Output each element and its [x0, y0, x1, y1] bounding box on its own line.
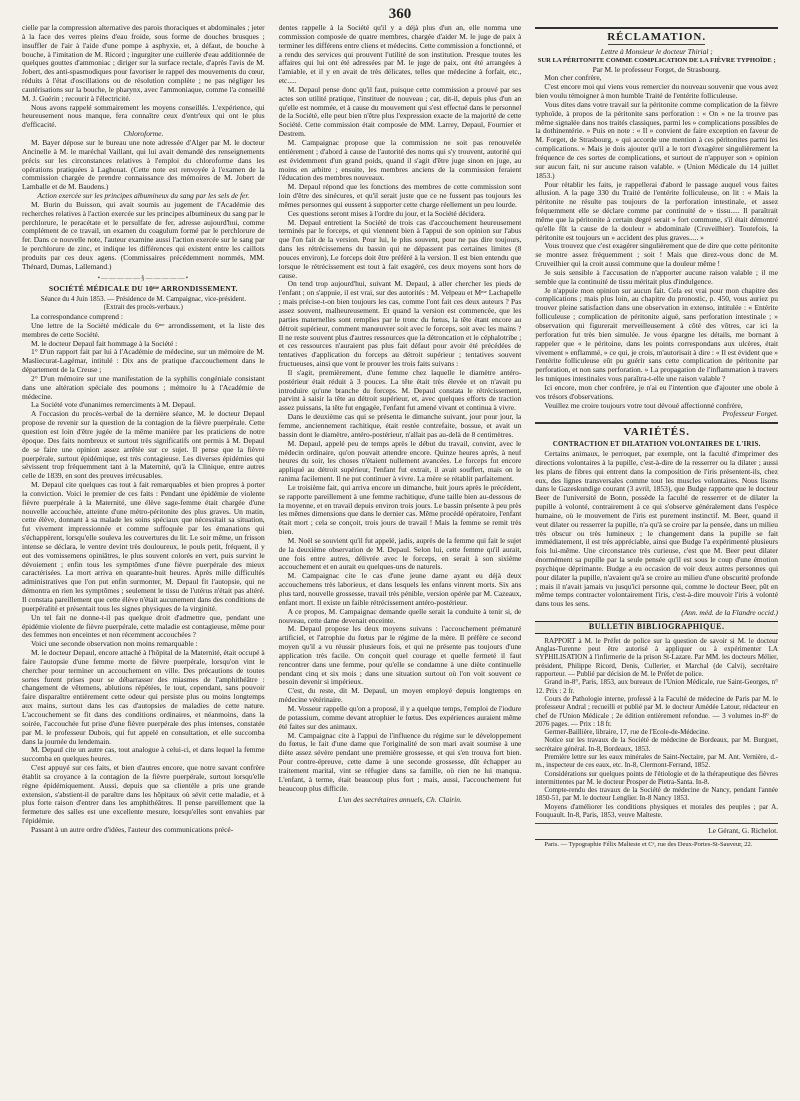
paragraph: Passant à un autre ordre d'idées, l'auteur des communications précé-: [31, 824, 234, 834]
extrait-line: (Extrait des procès-verbaux.): [103, 304, 183, 312]
paragraph: Je n'appuie mon opinion sur aucun fait. Cela est vrai pour mon chapitre des complications ; mais plus loin, au chapitre du pronostic, p. 450, vous auriez pu trouver pleine satisfaction dans une observation in extenso, intitulée : « Entérite folliculeuse ; complication de péritonite aiguë, sans perforation intestinale ; » observation qui figurerait merveilleusement à côté des vôtres, car ici la perforation fut très bien simulée. Je vous épargne les détails, me bornant à rappeler que « le péritoine, dans les points correspondans aux ulcères, était vivement » enflammé, » ce qui, je crois, m'autorisait à dire : « Il est évident que » l'entérite folliculeuse eût pu guérir sans cette complication de péritonite par perforation, et non sans perforation. » La propagation de l'inflammation à travers les tuniques intestinales vous paraîtra-t-elle une raison valable ?: [535, 285, 779, 384]
paragraph: A ce propos, M. Campaignac demande quelle serait la conduite à tenir si, de nouveau, cette dame devenait enceinte.: [278, 606, 522, 625]
paragraph: M. Campaignac propose que la commission ne soit pas renouvelée entièrement ; d'abord à cause de l'autorité des noms qui s'y trouvent, autorité qui est évidemment d'un grand poids, quand il s'agit d'être juge sinon en juge, au moins en arbitre ; ensuite, les membres anciens de la commission feraient l'éducation des membres nouveaux.: [278, 137, 522, 183]
biblio-entry: Première lettre sur les eaux minérales de Saint-Nectaire, par M. Ant. Vernière, d.-m., inspecteur de ces eaux, etc. In-8, Clermont-Ferrand, 1852.: [535, 753, 779, 770]
paragraph: Pour rétablir les faits, je rappellerai d'abord le passage auquel vous faites allusion. A la page 330 du Traité de l'entérite folliculeuse, on lit : « Mais la péritonite ne résulte pas toujours de la perforation intestinale, et assez fréquemment elle se déclare comme par continuité de » tissu..... Il paraîtrait même que la péritonite à certain degré serait » fort commune, s'il était démontré qu'elle fût la cause de la douleur » abdominale (Cruveilhier). Toutefois, la péritonite est toujours un » accident des plus graves..... »: [535, 179, 779, 242]
varietes-title: VARIÉTÉS.: [623, 426, 690, 439]
biblio-list: [535, 637, 778, 820]
paragraph: La correspondance comprend :: [31, 312, 123, 321]
paragraph: C'est encore moi qui viens vous remercier du nouveau souvenir que vous avez bien voulu témoigner à mon humble Traité de l'entérite folliculeuse.: [535, 82, 779, 101]
paragraph: Il s'agit, premièrement, d'une femme chez laquelle le diamètre antéro-postérieur était réduit à 3 pouces. La tête était très élevée et on n'avait pu introduire qu'une branche du forceps. M. Depaul constata le rétrécissement, parvint à saisir la tête au détroit supérieur, et, avec quelques efforts de traction assez puissans, la tête fut engagée, l'enfant fut amené vivant et continua à vivre.: [278, 367, 522, 413]
paragraph: M. Campaignac cite à l'appui de l'influence du régime sur le développement du fœtus, le fait d'une dame que l'originalité de son mari avait soumise à une diète assez sévère pendant une première grossesse, et qui s'en trouva fort bien. Pour contre-épreuve, cette dame à une seconde grossesse, dût échapper au traitement marital, vint se réfugier dans sa famille, où rien ne lui manqua. L'enfant, à terme, était beaucoup plus fort ; mais, aussi, l'accouchement fut beaucoup plus difficile.: [278, 730, 522, 793]
paragraph: Ici encore, mon cher confrère, je n'ai eu l'intention que d'ajouter une obole à vos trésors d'observations.: [535, 382, 779, 401]
paragraph: M. le docteur Depaul, encore attaché à l'hôpital de la Maternité, était occupé à faire l'autopsie d'une femme morte de fièvre puerpérale, lorsqu'on vint le chercher pour terminer un accouchement en ville. Des précautions de toutes sortes furent prises pour se débarrasser des miasmes de l'amphithéâtre : changement de vêtemens, ablutions répétées, le tout, cependant, sans pouvoir faire disparaître entièrement cette odeur qui persiste plus ou moins longtemps aux mains, surtout dans les cas d'autopsies de maladies de cette nature. L'accouchement se fit dans des conditions ordinaires, et néanmoins, dans la soirée, l'accouchée fut prise d'une fièvre puerpérale des plus intenses, constatée par M. le professeur Dubois, qui fut appelé en consultation, et elle succomba dans la journée du lendemain.: [22, 648, 265, 746]
paragraph: M. Depaul cite quelques cas tout à fait remarquables et bien propres à porter la conviction. Voici le premier de ces faits : Pendant une épidémie de violente fièvre puerpérale à la Maternité, une élève sage-femme était chargée d'une nouvelle accouchée, atteinte d'une métro-péritonite des plus graves. Un matin, cette élève, donnant à sa malade les soins spéciaux que nécessitait sa situation, fut vivement impressionnée et comme suffoquée par les émanations qui s'échappèrent, lorsqu'elle souleva les couvertures du lit. Le soir même, un frisson intense se déclara, le ventre devint très douloureux, le pouls petit, fréquent, il y eut des vomissemens opiniâtres, le plus souvent colorés en vert, puis survint le dévoiement ; enfin tous les symptômes d'une fièvre puerpérale des mieux caractérisées. La mort arriva en quarante-huit heures. Après mille difficultés administratives que l'on put enfin surmonter, M. Depaul fit l'autopsie, qui ne démontra en rien les symptômes ; seulement le tissu de l'utérus n'était pas altéré. Il constata pareillement que cette élève n'était aucunement dans des conditions de puerpéralité et présentait tous les signes physiques de la virginité.: [22, 480, 265, 613]
paragraph: C'est appuyé sur ces faits, et bien d'autres encore, que notre savant confrère établit sa croyance à la contagion de la fièvre puerpérale, surtout lorsqu'elle règne épidémiquement. Aussi, depuis que sa clientèle a pris une grande extension, s'abstient-il de paraître dans les hôpitaux où sévit cette maladie, et à plus forte raison d'entrer dans les amphithéâtres. Il pense pareillement que la fermeture des salles est une excellente mesure, lorsqu'elles sont envahies par l'épidémie.: [22, 763, 265, 826]
letter-title: Lettre à Monsieur le docteur Thirial ;: [600, 46, 713, 56]
section-subtitle-action: Action exercée sur les principes albumineux du sang par les sels de fer.: [37, 191, 250, 201]
paragraph: M. Campaignac cite le cas d'une jeune dame ayant eu déjà deux accouchemens très laborieux, et dans lesquels les enfans vinrent morts. Six ans plus tard, nouvelle grossesse, travail très pénible, version opérée par M. Cazeaux, enfant mort. Il existe un faible rétrécissement antéro-postérieur.: [278, 571, 522, 607]
society-heading: SOCIÉTÉ MÉDICALE DU 10ᵐᵉ ARRONDISSEMENT.: [48, 284, 238, 294]
paragraph: Le troisième fait, qui arriva encore un dimanche, huit jours après le précédent, se rapporte pareillement à une femme rachitique, d'une taille bien au-dessous de la moyenne, et en travail depuis environ trois jours. Le bassin présente à peu près les mêmes dimensions que dans le dernier cas. Même procédé opératoire, l'enfant était mort ; cela se conçoit, trois jours de travail ! Mais la femme se remit très bien.: [278, 482, 522, 537]
paragraph: cielle par la compression alternative des parois thoraciques et abdominales ; jeter à la face des verres pleins d'eau froide, sous forme de douches brusques ; insuffler de l'air à l'aide d'une pompe à asphyxie, et, à défaut, de bouche à bouche, à l'imitation de M. Ricord ; ingurgiter une cuillerée d'eau additionnée de quelques gouttes d'ammoniac ; diriger sur la surface rectale, d'après l'avis de M. Jobert, des anti-spasmodiques pour favoriser le rappel des mouvements du cœur, réduits à l'état d'oscillations ou de résolution complète ; ne pas négliger les cautérisations sur la bouche, le pharynx, avec l'ammoniaque, comme l'a conseillé M. J. Guérin ; recourir à l'électricité.: [22, 24, 265, 103]
biblio-entry: Grand in-8°, Paris, 1853, aux bureaux de l'Union Médicale, rue Saint-Georges, n° 12. Prix : 2 fr.: [535, 678, 779, 695]
paragraph: Certains animaux, le perroquet, par exemple, ont la faculté d'imprimer des directions volontaires à la pupille, c'est-à-dire de la resserrer ou la dilater ; aussi les plans de fibres qui entrent dans la composition de l'iris présentent-ils, chez eux, des lignes transversales comme tout les muscles volontaires. Nous lisons dans le Gazeskundige courant (3 avril, 1853), que Budge rapporte que le docteur Beer de l'université de Bonn, possède la faculté de resserrer et de dilater la pupille à volonté, contrairement à ce qui s'observe généralement dans l'espèce humaine, où le mouvement de l'iris est purement instinctif. M. Beer, quand il veut dilater ou resserrer la pupille, n'a qu'à se croire par la pensée, dans un milieu très obscur ou très lumineux ; le changement dans la pupille se fait immédiatement, il est très appréciable, ainsi que Budge l'a expérimenté plusieurs fois lui-même. Une circonstance très curieuse, c'est que M. Beer peut dilater énormément sa pupille par la seule pensée qu'il est sous le coup d'une émotion psychique déprimante. Budge a eu occasion de voir deux autres personnes qui pour dilater la pupille, n'avaient qu'à se croire au milieu d'une obscurité profonde ; mais il n'avait jamais vu jusqu'ici personne qui, comme le docteur Beer, pût en même temps contracter volontairement l'iris, c'est-à-dire mouvoir l'iris à volonté dans tous les sens.: [535, 448, 779, 609]
paragraph: Nous avons rappelé sommairement les moyens conseillés. L'expérience, qui heureusement nous manque, fera connaître ceux d'entr'eux qui ont le plus d'efficacité.: [22, 102, 265, 130]
paragraph: M. Burin du Buisson, qui avait soumis au jugement de l'Académie des recherches relatives à l'action exercée sur les principes albumineux du sang par le perchlorure, le peracétate et le persulfate de fer, adresse aujourd'hui, comme complément de ce travail, un examen du coagulum formé par le perchlorure de fer. Dans ce nouvelle note, l'auteur examine aussi l'action exercée sur le sang par le perchlorure de zinc, et indique les différences qui existent entre les caillots produits par ces deux agens. (Commissaires précédemment nommés, MM. Thénard, Dumas, Lallemand.): [22, 199, 265, 271]
paragraph: M. Depaul entretient la Société de trois cas d'accouchement heureusement terminés par le forceps, et qui viennent bien à l'appui de son opinion sur l'abus que l'on fait de la version. Pour lui, le plus souvent, pour ne pas dire toujours, dans les rétrécissemens du bassin qui ne dépassent pas certaines limites (8 pouces environ), Le forceps doit être préféré à la version. Il est bien entendu que lorsque le rétrécissement est tout à fait exagéré, ces deux moyens sont hors de cause.: [278, 217, 522, 280]
divider: [535, 839, 778, 840]
paragraph: M. Depaul cite un autre cas, tout analogue à celui-ci, et dans lequel la femme succomba en quelques heures.: [22, 745, 265, 764]
paragraph: Je suis sensible à l'accusation de n'apporter aucune raison valable ; il me semble que la continuité de tissu méritait plus d'indulgence.: [535, 267, 779, 286]
biblio-entry: Considérations sur quelques points de l'étiologie et de la thérapeutique des fièvres intermittentes par M. le docteur Prosper de Pietra-Santa. In-8.: [535, 769, 779, 786]
section-subtitle-chloroforme: Chloroforme.: [123, 129, 164, 139]
imprint: Paris. — Typographie Félix Malteste et Cᵉ, rue des Deux-Portes-St-Sauveur, 22.: [544, 841, 753, 849]
gerant-signature: Le Gérant, G. Richelot.: [708, 826, 779, 836]
paragraph: A l'occasion du procès-verbal de la dernière séance, M. le docteur Depaul propose de revenir sur la question de la contagion de la fièvre puerpérale. Cette question est loin d'être jugée de la même manière par les praticiens de notre époque. Des faits nombreux et surtout très significatifs ont permis à M. Depaul de se faire une opinion assez arrêtée sur ce sujet. Il pense que la fièvre puerpérale, surtout épidémique, est très contagieuse. Les diverses épidémies qui sévissent trop fréquemment tant à la Maternité, qu'à la Clinique, entre autres celle de 1839, en sont des preuves irrécusables.: [22, 409, 265, 481]
biblio-entry: RAPPORT à M. le Préfet de police sur la question de savoir si M. le docteur Anglas-Turenne peut être autorisé à appliquer ou à expérimenter LA SYPHILISATION à l'infirmerie de la prison St-Lazare. Par MM. les docteurs Mélier, président, Philippe Ricord, Denis, Cullerier, et Marchal (de Calvi), secrétaire rapporteur. — Publié par décision de M. le Préfet de police.: [535, 636, 779, 679]
paragraph: M. Depaul répond que les fonctions des membres de cette commission sont loin d'être des sinécures, et qu'il serait juste que ce ne fussent pas toujours les mêmes personnes qui eussent à supporter cette charge réellement un peu lourde.: [278, 182, 522, 209]
biblio-entry: Moyens d'améliorer les conditions physiques et morales des peuples ; par A. Fouquault. In-8, Paris, 1853, veuve Malteste.: [535, 802, 779, 820]
paragraph: M. Vosseur rappelle qu'on a proposé, il y a quelque temps, l'emploi de l'iodure de potassium, comme devant atrophier le fœtus. Des expériences auraient même été faites sur des animaux.: [278, 703, 522, 731]
column-1: [22, 24, 265, 1086]
paragraph: Une lettre de la Société médicale du 6ᵐᵉ arrondissement, et la liste des membres de cette Société.: [22, 320, 265, 339]
biblio-entry: Germer-Baillière, libraire, 17, rue de l'Ecole-de-Médecine.: [544, 728, 710, 737]
paragraph: Vous dites dans votre travail sur la péritonite comme complication de la fièvre typhoïde, à propos de la péritonite sans perforation : « On » ne la trouve pas même signalée dans nos traités classiques, parmi les » complications possibles de la dothinentérie. » Puis en note : « Il » convient de faire exception en faveur de M. Forget, de Strasbourg, » qui accorde une mention à ces péritonites parmi les complications. » Mais je dois ajouter qu'il a le tort d'exagérer singulièrement la fréquence de ces sortes de complications, et surtout de n'appuyer son » opinion sur aucun fait, ni sur aucune raison valable. » (Union Médicale du 14 juillet 1853.): [535, 99, 779, 180]
paragraph: dentes rappelle à la Société qu'il y a déjà plus d'un an, elle nomma une commission composée de quatre membres, chargée d'aider M. le juge de paix à terminer les différens entre cliens et médecins. Cette commission a fonctionné, et a rendu des services qui prouvent l'utilité de son institution. Presque toutes les affaires qui lui ont été adressées par M. le juge de paix, ont été arrangées à l'amiable, et il y en avait de très délicates, telles que médecine à forfait, etc., etc.....: [278, 24, 522, 86]
letter-greeting: Mon cher confrère,: [544, 73, 602, 83]
paragraph: Vous trouvez que c'est exagérer singulièrement que de dire que cette péritonite se montre assez fréquemment ; soit ! Mais que direz-vous donc de M. Cruveilhier qui la croit aussi commune que la douleur même !: [535, 241, 779, 269]
paragraph: C'est, du reste, dit M. Depaul, un moyen employé depuis longtemps en médecine vétérinaire.: [278, 686, 522, 705]
column-3: [535, 24, 778, 1086]
letter-subtitle: SUR LA PÉRITONITE COMME COMPLICATION DE LA FIÈVRE TYPHOÏDE ;: [537, 56, 776, 64]
divider: [608, 44, 705, 45]
paragraph: M. Depaul pense donc qu'il faut, puisque cette commission a prouvé par ses actes son utilité pratique, l'instituer de nouveau ; car, dit-il, depuis plus d'un an qu'elle est nommée, et à cause du mouvement qui s'est effectué dans le personnel de la Société, elle peut bien n'être plus l'expression exacte de la majorité de cette Société. Cette commission était composée de MM. Larrey, Depaul, Fournier et Destrem.: [278, 84, 522, 139]
paragraph: Veuillez me croire toujours votre tout dévoué affectionné confrère,: [544, 400, 743, 410]
letter-author: Par M. le professeur Forget, de Strasbourg.: [592, 64, 721, 74]
paragraph: Un tel fait ne donne-t-il pas quelque droit d'admettre que, pendant une épidémie violente de fièvre puerpérale, cette maladie est contagieuse, même pour des femmes non enceintes et non récemment accouchées ?: [22, 612, 265, 640]
biblio-entry: Cours de Pathologie interne, professé à la Faculté de médecine de Paris par M. le professeur Andral ; recueilli et publié par M. le docteur Amédée Latour, rédacteur en chef de l'Union Médicale ; 2e édition entièrement refondue. — 3 volumes in-8° de 2076 pages. — Prix : 18 fr.: [535, 694, 779, 728]
paragraph: M. Noël se souvient qu'il fut appelé, jadis, auprès de la femme qui fait le sujet de la deuxième observation de M. Depaul. Selon lui, cette femme qu'il aurait, une fois entre autres, délivrée avec le forceps, en serait à son sixième accouchement et en aurait eu quelques-uns de naturels.: [278, 535, 522, 572]
divider: [535, 27, 778, 29]
paragraph: 1° D'un rapport fait par lui à l'Académie de médecine, sur un mémoire de M. Masliecurat-Lagémar, intitulé : Dix ans de pratique d'accouchement dans le département de la Creuse ;: [22, 347, 265, 375]
paragraph: M. Depaul propose les deux moyens suivans : l'accouchement prématuré artificiel, et l'atrophie du fœtus par le régime de la mère. Il préfère ce second moyen qu'il a vu réussir plusieurs fois, et qui ne présente pas toujours d'une application très facile. On conçoit quel courage et quelle fermeté il faut rencontrer dans une femme, pour qu'elle se condamne à une diète continuelle pendant cinq et six mois ; dans une situation surtout où l'on voit souvent ce besoin devenir si impérieux.: [278, 624, 522, 687]
divider: [535, 823, 778, 824]
secretary-signature: L'un des secrétaires annuels, Ch. Clairin.: [338, 795, 462, 805]
paragraph: Voici une seconde observation non moins remarquable :: [31, 639, 198, 649]
columns: [22, 24, 778, 1086]
paragraph: 2° D'un mémoire sur une manifestation de la syphilis congéniale consistant dans une altération spéciale des poumons ; mémoire lu à l'Académie de médecine.: [22, 373, 265, 401]
paragraph: La Société vote d'unanimes remerciments à M. Depaul.: [31, 400, 196, 410]
biblio-entry: Notice sur les travaux de la Société de médecine de Bordeaux, par M. Burguet, secrétaire général. In-8, Bordeaux, 1853.: [535, 736, 779, 753]
paragraph: M. Depaul, appelé peu de temps après le début du travail, convint, avec le médecin ordinaire, qu'on pouvait attendre encore. Quinze heures après, à neuf heures du soir, les choses n'étaient nullement avancées. Le forceps fut encore appliqué au détroit supérieur, l'enfant fut extrait, il avait souffert, mais on le ranima facilement. Il ne put continuer à vivre. La mère se rétablit parfaitement.: [278, 438, 522, 484]
source-citation: (Ann. méd. de la Flandre occid.): [681, 608, 779, 618]
column-2: [279, 24, 522, 1086]
ornament-divider: •—————§—————•: [97, 273, 190, 282]
paragraph: M. le docteur Depaul fait hommage à la Société :: [31, 338, 178, 348]
biblio-title: BULLETIN BIBLIOGRAPHIQUE.: [535, 621, 778, 634]
seance-line: Séance du 4 Juin 1853. — Présidence de M. Campaignac, vice-président.: [40, 295, 246, 304]
divider: [535, 422, 778, 424]
paragraph: Dans le deuxième cas qui se présenta le dimanche suivant, jour pour jour, la femme, anciennement rachitique, était restée contrefaite, bossue, et avait un bassin dont le diamètre, antéro-postérieur, n'allait pas au-delà de 8 centimètres.: [278, 412, 522, 439]
reclamation-title: RÉCLAMATION.: [607, 31, 707, 43]
contraction-title: CONTRACTION ET DILATATION VOLONTAIRES DE L'IRIS.: [552, 440, 761, 449]
letter-signature: Professeur Forget.: [722, 409, 779, 419]
paragraph: M. Bayer dépose sur le bureau une note adressée d'Alger par M. le docteur Ancinelle à M. le maréchal Vaillant, qui lui avait demandé des renseignements précis sur les circonstances relatives à l'emploi du chloroforme dans les opérations pratiquées à Laghouat. (Cette note est renvoyée à l'examen de la commission chargée de prendre connaissance des mémoires de M. Jobert de Lamballe et de M. Baudens.): [22, 137, 265, 192]
biblio-entry: Compte-rendu des travaux de la Société de médecine de Nancy, pendant l'année 1850-51, par M. le docteur Lenglier. In-8 Nancy 1853.: [535, 786, 779, 803]
paragraph: On tend trop aujourd'hui, suivant M. Depaul, à aller chercher les pieds de l'enfant ; on s'appuie, il est vrai, sur des autorités : M. Velpeau et Mᵐᵉ Lachapelle ; mais précise-t-on bien toujours les cas, comme l'ont fait ces deux auteurs ? Pas assez souvent, malheureusement. Et quand la version est commencée, que les parties maternelles sont remplies par le tronc du fœtus, la tête étant encore au détroit supérieur, comment manœuvrer soit avec le forceps, soit avec les mains ? Il ne reste souvent plus d'autres ressources que la détroncation et le céphalotribe ; et ces ressources n'auraient pas plus fait défaut pour avoir été précédées de tentatives d'application du forceps au détroit supérieur ; tentatives souvent fructueuses, ainsi que vont le prouver les trois faits suivans :: [278, 279, 522, 369]
paragraph: Ces questions seront mises à l'ordre du jour, et la Société décidera.: [287, 208, 486, 218]
page-number: 360: [388, 6, 412, 22]
